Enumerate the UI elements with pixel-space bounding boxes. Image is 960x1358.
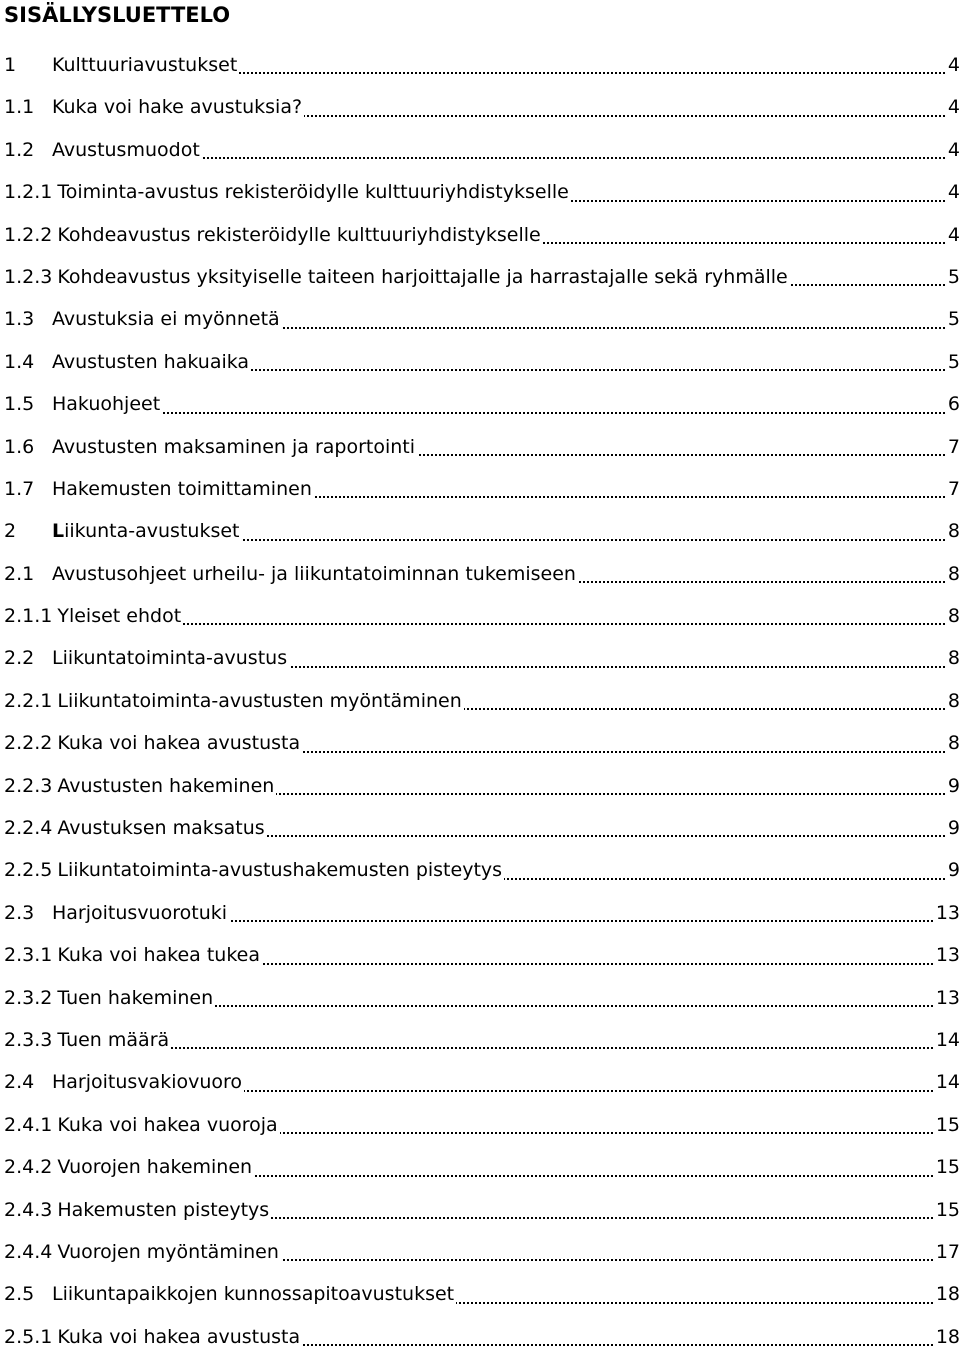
toc-entry-page: 4 [946, 44, 960, 86]
toc-entry-page: 8 [946, 595, 960, 637]
toc-entry-title: Liikuntapaikkojen kunnossapitoavustukset [52, 1283, 455, 1306]
toc-entry-title: Avustusohjeet urheilu- ja liikuntatoiminnan tukemiseen [52, 562, 576, 585]
toc-entry-number: 2.4.3 [4, 1198, 53, 1221]
toc-entry-title: Kuka voi hakea avustusta [57, 732, 301, 755]
toc-entry-text [4, 977, 215, 1019]
toc-entry-number: 2.4.1 [4, 1113, 53, 1136]
toc-entry-page: 6 [946, 383, 960, 425]
toc-entry-text [4, 553, 578, 595]
toc-entry[interactable] [4, 129, 960, 171]
toc-entry[interactable] [4, 510, 960, 552]
toc-entry-page: 5 [946, 256, 960, 298]
toc-entry-number: 1 [4, 54, 17, 76]
toc-entry[interactable] [4, 1273, 960, 1315]
toc-entry-text [4, 256, 790, 298]
toc-entry-text [4, 680, 464, 722]
toc-entry[interactable] [4, 977, 960, 1019]
toc-entry-page: 15 [934, 1146, 960, 1188]
toc-entry-page: 15 [934, 1104, 960, 1146]
toc-entry-page: 9 [946, 807, 960, 849]
toc-entry-number: 1.7 [4, 477, 35, 500]
toc-entry[interactable] [4, 1231, 960, 1273]
toc-entry[interactable] [4, 44, 960, 86]
toc-entry-page: 13 [934, 892, 960, 934]
toc-entry-text [4, 1316, 302, 1358]
toc-entry-text [4, 298, 282, 340]
toc-entry-text [4, 765, 276, 807]
toc-entry-number: 2 [4, 520, 17, 543]
toc-entry[interactable] [4, 553, 960, 595]
toc-entry-number: 2.1 [4, 562, 35, 585]
toc-entry-number: 2.2.2 [4, 732, 53, 755]
toc-entry-page: 7 [946, 426, 960, 468]
toc-entry-text [4, 1273, 456, 1315]
toc-entry-number: 2.2.3 [4, 774, 53, 797]
toc-entry-page: 9 [946, 849, 960, 891]
toc-entry-number: 1.3 [4, 308, 35, 331]
table-of-contents [4, 44, 960, 1358]
toc-entry[interactable] [4, 341, 960, 383]
toc-entry-number: 2.3 [4, 901, 35, 924]
toc-entry-number: 2.3.2 [4, 986, 53, 1009]
toc-entry-page: 9 [946, 765, 960, 807]
toc-entry-text [4, 129, 202, 171]
toc-entry-title: Harjoitusvakiovuoro [52, 1071, 243, 1094]
toc-entry-number: 2.4.4 [4, 1240, 53, 1263]
toc-entry-text [4, 383, 162, 425]
toc-entry-text [4, 1189, 271, 1231]
toc-entry-number: 1.4 [4, 350, 35, 373]
toc-entry-text [4, 468, 314, 510]
toc-entry-title: Kuka voi hakea tukea [57, 944, 260, 967]
toc-entry[interactable] [4, 426, 960, 468]
toc-entry-number: 2.3.3 [4, 1028, 53, 1051]
toc-entry-title: Hakuohjeet [52, 393, 161, 416]
toc-entry-text [4, 722, 302, 764]
toc-entry-number: 1.2.2 [4, 223, 53, 246]
toc-entry-title: Kuka voi hakea vuoroja [57, 1113, 278, 1136]
toc-entry-text [4, 1231, 281, 1273]
toc-entry-page: 7 [946, 468, 960, 510]
toc-entry-page: 8 [946, 553, 960, 595]
toc-entry[interactable] [4, 1146, 960, 1188]
toc-entry[interactable] [4, 383, 960, 425]
toc-entry[interactable] [4, 256, 960, 298]
toc-entry-text [4, 934, 262, 976]
toc-entry-title: Yleiset ehdot [57, 605, 182, 628]
toc-entry-page: 8 [946, 722, 960, 764]
toc-entry[interactable] [4, 934, 960, 976]
toc-entry-number: 2.1.1 [4, 605, 53, 628]
toc-entry-title: Liikunta-avustukset [52, 520, 240, 543]
toc-entry[interactable] [4, 892, 960, 934]
toc-entry-page: 4 [946, 214, 960, 256]
toc-entry-title: Hakemusten pisteytys [57, 1198, 270, 1221]
toc-entry-page: 17 [934, 1231, 960, 1273]
toc-entry[interactable] [4, 86, 960, 128]
toc-entry-text [4, 44, 239, 86]
toc-entry-page: 15 [934, 1189, 960, 1231]
toc-entry-number: 2.2.5 [4, 859, 53, 882]
toc-entry-text [4, 171, 571, 213]
toc-entry-title: Vuorojen myöntäminen [57, 1240, 279, 1263]
toc-entry-text [4, 637, 289, 679]
toc-entry[interactable] [4, 298, 960, 340]
toc-entry[interactable] [4, 722, 960, 764]
toc-entry-title: Avustusten maksaminen ja raportointi [52, 435, 416, 458]
toc-entry-page: 13 [934, 934, 960, 976]
toc-entry[interactable] [4, 1019, 960, 1061]
toc-entry-page: 4 [946, 86, 960, 128]
toc-entry-title: Liikuntatoiminta-avustus [52, 647, 288, 670]
toc-entry-text [4, 1019, 171, 1061]
toc-entry-page: 8 [946, 637, 960, 679]
toc-entry-page: 8 [946, 510, 960, 552]
toc-entry[interactable] [4, 1189, 960, 1231]
toc-entry-number: 1.2.3 [4, 265, 53, 288]
toc-entry-page: 14 [934, 1061, 960, 1103]
toc-entry-title: Avustuksia ei myönnetä [52, 308, 280, 331]
toc-entry-text [4, 1061, 244, 1103]
toc-entry-title: Avustusten hakuaika [52, 350, 250, 373]
toc-entry-number: 2.4.2 [4, 1156, 53, 1179]
toc-entry-title: Avustusten hakeminen [57, 774, 275, 797]
toc-entry[interactable] [4, 680, 960, 722]
toc-entry-number: 2.2 [4, 647, 35, 670]
toc-entry-page: 13 [934, 977, 960, 1019]
toc-entry-text [4, 1146, 254, 1188]
toc-entry-title: Tuen määrä [57, 1028, 170, 1051]
toc-entry-number: 2.3.1 [4, 944, 53, 967]
toc-entry-title: Toiminta-avustus rekisteröidylle kulttuuriyhdistykselle [57, 181, 569, 204]
toc-entry-number: 2.2.1 [4, 689, 53, 712]
toc-entry-number: 2.5.1 [4, 1325, 53, 1348]
toc-entry[interactable] [4, 171, 960, 213]
toc-entry-text [4, 341, 251, 383]
toc-entry[interactable] [4, 1104, 960, 1146]
toc-entry-text [4, 595, 183, 637]
toc-entry-number: 1.2 [4, 138, 35, 161]
toc-entry[interactable] [4, 214, 960, 256]
toc-entry[interactable] [4, 1061, 960, 1103]
toc-entry-number: 2.2.4 [4, 817, 53, 840]
toc-entry-number: 1.5 [4, 393, 35, 416]
toc-entry-title: Kuka voi hake avustuksia? [52, 96, 303, 119]
toc-entry-title: Liikuntatoiminta-avustushakemusten pisteytys [57, 859, 503, 882]
toc-entry-text [4, 849, 504, 891]
toc-entry-page: 4 [946, 129, 960, 171]
toc-entry-number: 1.1 [4, 96, 35, 119]
page-title: SISÄLLYSLUETTELO [4, 3, 231, 27]
toc-entry-number: 2.4 [4, 1071, 35, 1094]
toc-entry-page: 5 [946, 298, 960, 340]
toc-entry-text [4, 426, 417, 468]
toc-entry-page: 4 [946, 171, 960, 213]
toc-entry-page: 5 [946, 341, 960, 383]
toc-entry-number: 2.5 [4, 1283, 35, 1306]
toc-entry[interactable] [4, 1316, 960, 1358]
toc-entry[interactable] [4, 637, 960, 679]
toc-entry-title: Avustuksen maksatus [57, 817, 265, 840]
toc-entry-title: Kuka voi hakea avustusta [57, 1325, 301, 1348]
toc-entry-title: Harjoitusvuorotuki [52, 901, 228, 924]
toc-entry-page: 14 [934, 1019, 960, 1061]
toc-entry-title: Avustusmuodot [52, 138, 200, 161]
toc-entry-text [4, 214, 543, 256]
toc-entry[interactable] [4, 468, 960, 510]
toc-entry-text [4, 1104, 280, 1146]
toc-entry-text [4, 807, 267, 849]
toc-entry-title: Liikuntatoiminta-avustusten myöntäminen [57, 689, 462, 712]
toc-entry[interactable] [4, 849, 960, 891]
toc-entry-title: Tuen hakeminen [57, 986, 214, 1009]
toc-entry[interactable] [4, 807, 960, 849]
toc-entry-page: 18 [934, 1316, 960, 1358]
toc-entry-title: Kohdeavustus rekisteröidylle kulttuuriyhdistykselle [57, 223, 541, 246]
toc-entry-title: Vuorojen hakeminen [57, 1156, 253, 1179]
toc-entry-page: 18 [934, 1273, 960, 1315]
toc-entry-text [4, 892, 229, 934]
toc-entry[interactable] [4, 765, 960, 807]
toc-entry-number: 1.6 [4, 435, 35, 458]
toc-entry-page: 8 [946, 680, 960, 722]
toc-entry-title: Kohdeavustus yksityiselle taiteen harjoittajalle ja harrastajalle sekä ryhmälle [57, 265, 788, 288]
toc-entry-text [4, 86, 304, 128]
toc-entry-text [4, 510, 241, 552]
toc-entry-title: Kulttuuriavustukset [52, 54, 238, 76]
toc-entry-number: 1.2.1 [4, 181, 53, 204]
toc-entry[interactable] [4, 595, 960, 637]
toc-entry-title: Hakemusten toimittaminen [52, 477, 312, 500]
